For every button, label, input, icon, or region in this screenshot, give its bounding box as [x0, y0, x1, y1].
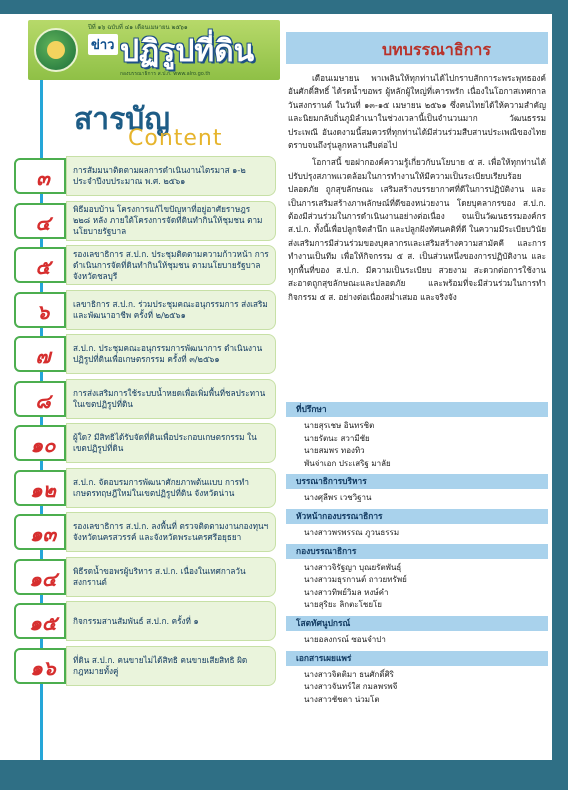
editorial-title: บทบรรณาธิการ — [382, 40, 491, 59]
staff-name: พันจ่าเอก ประเสริฐ มาลัย — [304, 458, 391, 468]
toc-item-text: พิธีมอบบ้าน โครงการแก้ไขปัญหาที่อยู่อาศัยราษฎร ๒๒๘ หลัง ภายใต้โครงการจัดที่ดินทำกินให้ชุมชน ตามนโยบายรัฐบาล — [73, 204, 263, 236]
toc-text-box — [66, 468, 276, 508]
editorial-column — [286, 14, 548, 760]
toc-page-number: ๑๐ — [30, 433, 56, 457]
staff-names — [286, 417, 548, 474]
staff-names — [286, 524, 548, 544]
toc-subtitle: Content — [128, 126, 223, 151]
staff-name: นายอลงกรณ์ ซอนจำปา — [304, 634, 386, 644]
masthead — [28, 20, 280, 80]
staff-name: นางสาวจันทร์ใส กมลพรพจี — [304, 682, 398, 692]
toc-text-box — [66, 512, 276, 552]
masthead-title: ปฏิรูปที่ดิน — [120, 34, 255, 69]
staff-heading: ที่ปรึกษา — [286, 402, 548, 417]
masthead-news-label: ข่าว — [88, 34, 118, 55]
toc-page-badge — [14, 203, 66, 239]
staff-name: นางสาวจิรัฐญา บุณยรัตพันธุ์ — [304, 562, 402, 572]
editorial-body — [288, 72, 546, 308]
staff-names — [286, 666, 548, 711]
toc-page-badge — [14, 559, 66, 595]
toc-title: สารบัญ — [74, 102, 170, 137]
toc-page-number: ๗ — [35, 344, 51, 368]
toc-page-badge — [14, 292, 66, 328]
toc-item[interactable] — [14, 377, 282, 422]
toc-page-badge — [14, 247, 66, 283]
toc-item[interactable] — [14, 332, 282, 377]
staff-name: นางสาวทิพย์วิมล หงษ์คำ — [304, 587, 389, 597]
contents-column — [0, 14, 282, 760]
staff-name: นายสุริยะ ลิกตะโชยโย — [304, 600, 382, 610]
toc-page-number: ๑๔ — [29, 566, 57, 591]
staff-name: นายสุรเชษ อินทรชิต — [304, 421, 375, 430]
toc-page-number: ๓ — [36, 166, 50, 190]
toc-text-box — [66, 601, 276, 641]
toc-page-badge — [14, 470, 66, 506]
staff-heading: กองบรรณาธิการ — [286, 544, 548, 559]
staff-heading: หัวหน้ากองบรรณาธิการ — [286, 509, 548, 524]
toc-text-box — [66, 379, 276, 419]
toc-item-text: พิธีรดน้ำขอพรผู้บริหาร ส.ป.ก. เนื่องในเทศกาลวันสงกรานต์ — [73, 565, 246, 587]
toc-item-text: ที่ดิน ส.ป.ก. คนขายไม่ได้สิทธิ คนขายเสียสิทธิ ผิดกฎหมายทั้งคู่ — [73, 654, 248, 676]
toc-item[interactable] — [14, 599, 282, 644]
toc-text-box — [66, 557, 276, 597]
toc-page-number: ๑๖ — [30, 655, 56, 680]
toc-item[interactable] — [14, 644, 282, 689]
toc-text-box — [66, 201, 276, 241]
staff-heading: บรรณาธิการบริหาร — [286, 474, 548, 489]
toc-item[interactable] — [14, 555, 282, 600]
toc-item-text: กิจกรรมสานสัมพันธ์ ส.ป.ก. ครั้งที่ ๑ — [73, 615, 199, 626]
toc-text-box — [66, 245, 276, 285]
staff-name: นางสาวจิตติมา ธนศักดิ์ศิริ — [304, 669, 394, 679]
editorial-header — [286, 32, 548, 64]
toc-page-number: ๕ — [35, 255, 51, 279]
toc-item[interactable] — [14, 243, 282, 288]
toc-item[interactable] — [14, 199, 282, 244]
alro-logo-icon — [34, 28, 78, 72]
staff-name: นางสาวมธุรกานต์ ถาวยทรัพย์ — [304, 575, 407, 585]
toc-page-badge — [14, 381, 66, 417]
toc-item-text: เลขาธิการ ส.ป.ก. ร่วมประชุมคณะอนุกรรมการ ส่งเสริมและพัฒนาอาชีพ ครั้งที่ ๒/๒๕๖๑ — [73, 298, 268, 320]
toc-page-badge — [14, 158, 66, 194]
masthead-issue-line: ปีที่ ๑๖ ฉบับที่ ๔๑ เดือนเมษายน ๒๕๖๑ — [88, 24, 188, 31]
toc-text-box — [66, 334, 276, 374]
right-band — [552, 0, 568, 790]
staff-name: นางศุลีพร เวชวิฐาน — [304, 493, 372, 503]
toc-page-badge — [14, 425, 66, 461]
toc-item-text: รองเลขาธิการ ส.ป.ก. ลงพื้นที่ ตรวจติดตามงานกองทุนฯ จังหวัดนครสวรรค์ และจังหวัดพระนครศรีอยุธยา — [73, 521, 269, 542]
masthead-footer: กองบรรณาธิการ ส.ป.ก. www.alro.go.th — [120, 71, 211, 77]
toc-item-text: ส.ป.ก. จัดอบรมการพัฒนาศักยภาพต้นแบบ การทำเกษตรทฤษฎีใหม่ในเขตปฏิรูปที่ดิน จังหวัดน่าน — [73, 476, 250, 498]
toc-item-text: ผู้ใด? มีสิทธิได้รับจัดที่ดินเพื่อประกอบเกษตรกรรม ในเขตปฏิรูปที่ดิน — [73, 432, 257, 453]
toc-item-text: การสัมมนาติดตามผลการดำเนินงานไตรมาส ๑-๒ ประจำปีงบประมาณ พ.ศ. ๒๕๖๑ — [73, 165, 246, 186]
toc-page-number: ๘ — [35, 388, 51, 413]
toc-text-box — [66, 423, 276, 463]
toc-item[interactable] — [14, 510, 282, 555]
editorial-paragraph: เดือนเมษายน พาเพลินให้ทุกท่านได้ไปกราบสักการะพระพุทธองค์อันศักดิ์สิทธิ์ ได้รดน้ำขอพร ผู้หลักผู้ใหญ่ที่เคารพรัก เนื่องในโอกาสเทศกาลวันสงกรานต์ ในวันที่ ๑๓-๑๕ เมษายน ๒๕๖๑ ซึ่งคนไทยได้ให้ความสำคัญ และนิยมกลับถิ่นภูมิลำเนาในช่วงเวลานี้เป็นจำนวนมาก วัฒนธรรมประเพณี อันงดงามนี้สมควรที่ทุกท่านได้มีส่วนร่วมสืบสานประเพณีของไทย ตราบจนถึงรุ่นลูกหลานสืบต่อไป — [288, 73, 546, 151]
toc-page-badge — [14, 648, 66, 684]
toc-item[interactable] — [14, 288, 282, 333]
toc-text-box — [66, 290, 276, 330]
toc-page-badge — [14, 603, 66, 639]
toc-item-text: การส่งเสริมการใช้ระบบน้ำหยดเพื่อเพิ่มพื้นที่ชลประทาน ในเขตปฏิรูปที่ดิน — [73, 387, 266, 409]
staff-name: นายรัตนะ สวามีชัย — [304, 433, 370, 443]
toc-page-number: ๑๒ — [30, 477, 56, 502]
toc-page-number: ๖ — [36, 299, 50, 324]
toc-page-number: ๑๓ — [29, 522, 57, 546]
toc-page-number: ๔ — [35, 210, 51, 235]
staff-names — [286, 489, 548, 509]
toc-text-box — [66, 646, 276, 686]
toc-text-box — [66, 156, 276, 196]
staff-heading: เอกสารเผยแพร่ — [286, 651, 548, 666]
staff-name: นางสาวชัชดา น่วมโต — [304, 694, 380, 704]
toc-item-text: ส.ป.ก. ประชุมคณะอนุกรรมการพัฒนาการ ดำเนินงานปฏิรูปที่ดินเพื่อเกษตรกรรม ครั้งที่ ๓/๒๕๖๑ — [73, 343, 263, 364]
toc-item[interactable] — [14, 154, 282, 199]
top-band — [0, 0, 568, 14]
toc-page-number: ๑๕ — [29, 611, 57, 635]
bottom-band — [0, 760, 568, 790]
toc-list — [14, 154, 282, 688]
toc-item[interactable] — [14, 466, 282, 511]
staff-name: นางสาวพรพรรณ ภูวนธรรม — [304, 527, 400, 537]
staff-names — [286, 631, 548, 651]
toc-item-text: รองเลขาธิการ ส.ป.ก. ประชุมติดตามความก้าวหน้า การดำเนินการจัดที่ดินทำกินให้ชุมชน ตามนโยบายรัฐบาล จังหวัดชลบุรี — [73, 248, 269, 281]
toc-page-badge — [14, 514, 66, 550]
staff-heading: โสตทัศนูปกรณ์ — [286, 616, 548, 631]
staff-names — [286, 559, 548, 616]
editorial-paragraph: โอกาสนี้ ขอฝากองค์ความรู้เกี่ยวกับนโยบาย ๕ ส. เพื่อให้ทุกท่านได้ปรับปรุงสภาพแวดล้อมในการทำงานให้มีความเป็นระเบียบเรียบร้อย ปลอดภัย ถูกสุขลักษณะ เสริมสร้างบรรยากาศที่ดีในการปฏิบัติงาน และเป็นการเสริมสร้างภาพลักษณ์ที่ดีของหน่วยงาน โดยบุคลากรของ ส.ป.ก. ต้องมีส่วนร่วมในการดำเนินงานอย่างต่อเนื่อง จนเป็นวัฒนธรรมองค์กร ส.ป.ก. ทั้งนี้เพื่อปลูกจิตสำนึก และปลูกฝังทัศนคติที่ดี ในความมีระเบียบวินัย ส่งเสริมการมีส่วนร่วมของบุคลากรและเสริมสร้างความสามัคคี และการทำงานเป็นทีม เพื่อให้กิจกรรม ๕ ส. เป็นส่วนหนึ่งของการปฏิบัติงาน และทุกพื้นที่ของ ส.ป.ก. มีความเป็นระเบียบ สวยงาม สะดวกต่อการใช้งาน สะอาดถูกสุขลักษณะและปลอดภัย และพร้อมที่จะมีส่วนร่วมในการทำกิจกรรม ๕ ส. อย่างต่อเนื่องสม่ำเสมอ และจริงจัง — [288, 157, 546, 302]
staff-name: นายสมพร ทองทิว — [304, 446, 365, 456]
toc-item[interactable] — [14, 421, 282, 466]
staff-list — [286, 402, 548, 710]
toc-page-badge — [14, 336, 66, 372]
